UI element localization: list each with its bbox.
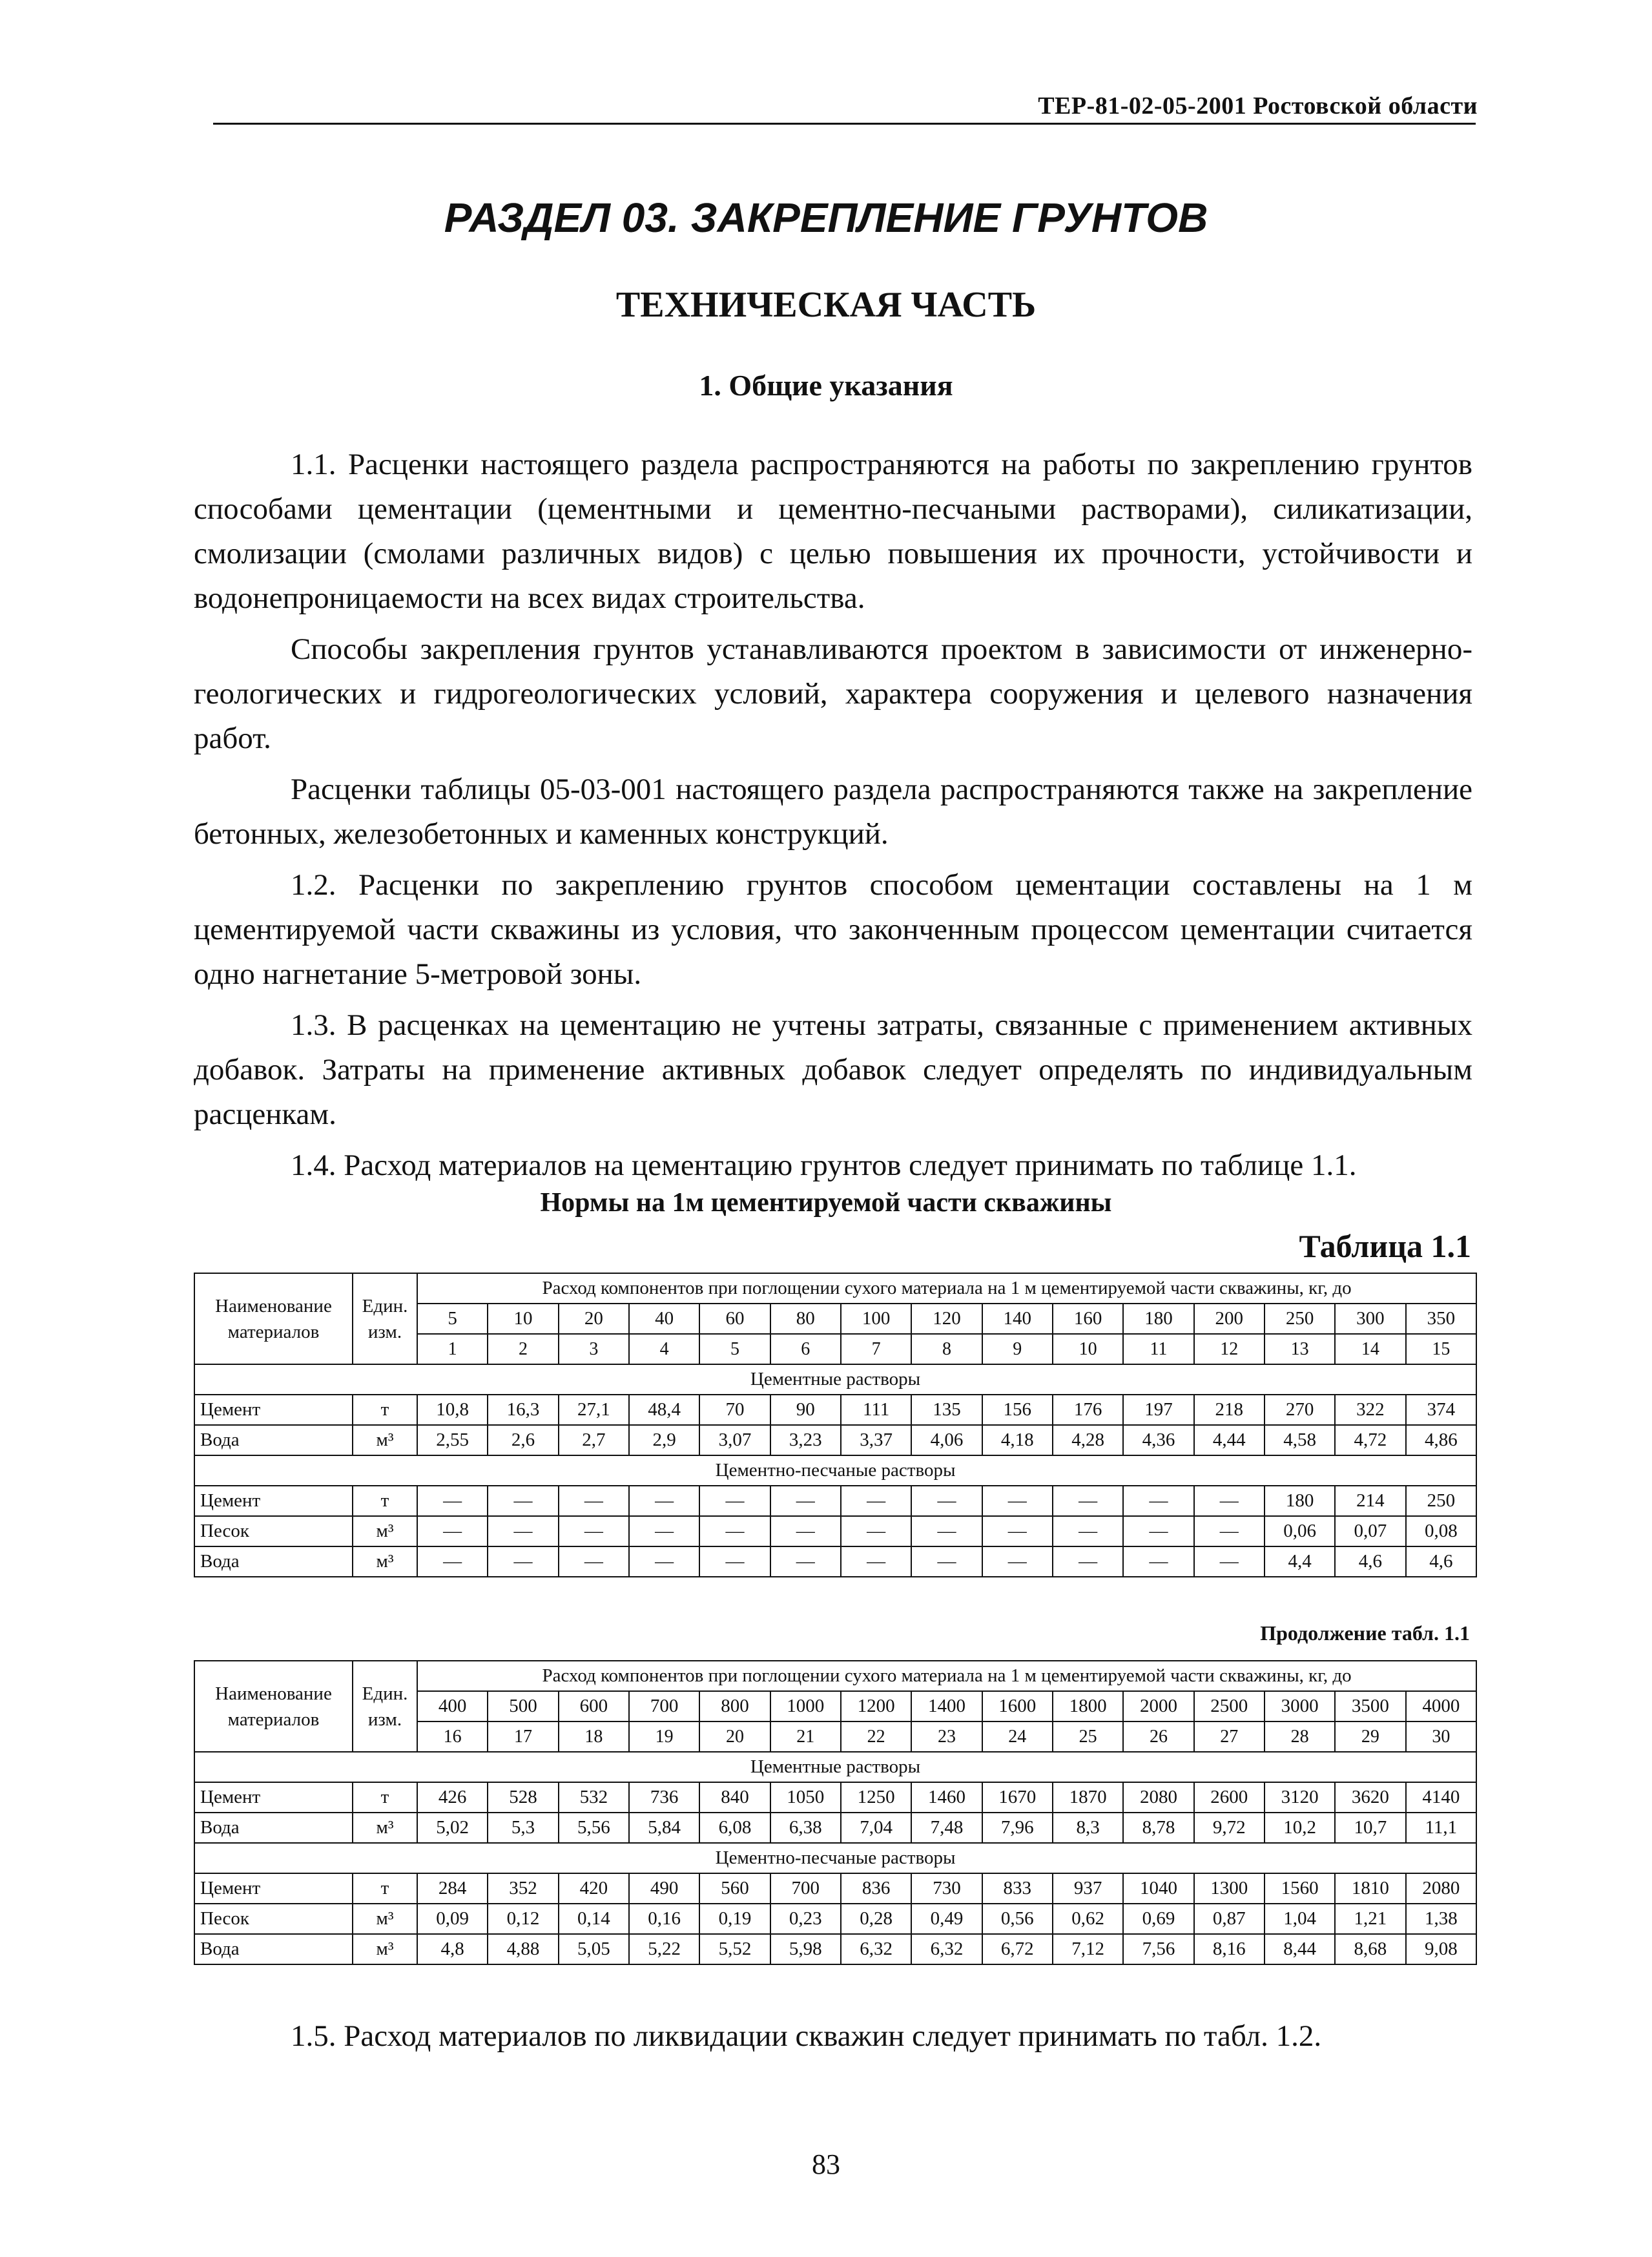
table-cell: —	[699, 1546, 770, 1577]
norms-table-1	[194, 1273, 1477, 1577]
table-cell: 6,32	[911, 1934, 982, 1964]
header-unit: Един. изм.	[353, 1661, 417, 1752]
table-cell: 833	[982, 1873, 1053, 1904]
table-cell: 528	[488, 1782, 558, 1813]
table-cell: —	[982, 1516, 1053, 1546]
table-cell: —	[911, 1546, 982, 1577]
absorption-value: 4000	[1406, 1691, 1476, 1721]
absorption-value: 2500	[1194, 1691, 1265, 1721]
table-cell: 532	[559, 1782, 629, 1813]
table-cell: 352	[488, 1873, 558, 1904]
table-cell: —	[1053, 1516, 1123, 1546]
material-unit: т	[353, 1873, 417, 1904]
footer-paragraph: 1.5. Расход материалов по ликвидации скважин следует принимать по табл. 1.2.	[291, 2019, 1322, 2053]
absorption-value: 80	[770, 1304, 841, 1334]
absorption-value: 700	[629, 1691, 699, 1721]
table-cell: —	[1123, 1546, 1193, 1577]
header-material-name: Наименование материалов	[194, 1661, 353, 1752]
absorption-value: 600	[559, 1691, 629, 1721]
paragraph: 1.1. Расценки настоящего раздела распространяются на работы по закреплению грунтов способами цементации (цементными и цементно-песчаными растворами), силикатизации, смолизации (смолами различных видов) с целью повышения их прочности, устойчивости и водонепроницаемости на всех видах строительства.	[194, 448, 1472, 615]
column-index: 30	[1406, 1721, 1476, 1752]
table-cell: 1460	[911, 1782, 982, 1813]
absorption-value: 1600	[982, 1691, 1053, 1721]
table-cell: 1870	[1053, 1782, 1123, 1813]
part-title: ТЕХНИЧЕСКАЯ ЧАСТЬ	[615, 285, 1037, 325]
column-index: 7	[841, 1334, 911, 1364]
section-title: РАЗДЕЛ 03. ЗАКРЕПЛЕНИЕ ГРУНТОВ	[444, 194, 1208, 241]
table-cell: —	[1053, 1486, 1123, 1516]
material-unit: м³	[353, 1934, 417, 1964]
table-cell: 90	[770, 1395, 841, 1425]
table-cell: —	[629, 1516, 699, 1546]
table-cell: 560	[699, 1873, 770, 1904]
table-cell: 2080	[1406, 1873, 1476, 1904]
table-cell: 284	[417, 1873, 488, 1904]
column-index: 11	[1123, 1334, 1193, 1364]
table-cell: 4,4	[1265, 1546, 1335, 1577]
table-cell: 4,6	[1406, 1546, 1476, 1577]
material-name: Цемент	[194, 1782, 353, 1813]
table-row	[194, 1425, 1476, 1455]
table-cell: —	[982, 1546, 1053, 1577]
table-cell: 7,56	[1123, 1934, 1193, 1964]
table-cell: 7,96	[982, 1813, 1053, 1843]
table-cell: 1300	[1194, 1873, 1265, 1904]
table-header-row	[194, 1273, 1476, 1304]
column-index: 6	[770, 1334, 841, 1364]
column-index: 10	[1053, 1334, 1123, 1364]
table-cell: 270	[1265, 1395, 1335, 1425]
table-cell: 6,32	[841, 1934, 911, 1964]
table-cell: —	[1194, 1546, 1265, 1577]
table-cell: —	[1194, 1486, 1265, 1516]
table-cell: —	[911, 1486, 982, 1516]
table-cell: 5,98	[770, 1934, 841, 1964]
absorption-value: 60	[699, 1304, 770, 1334]
table-cell: 2600	[1194, 1782, 1265, 1813]
column-index: 26	[1123, 1721, 1193, 1752]
table-cell: 3120	[1265, 1782, 1335, 1813]
absorption-value: 120	[911, 1304, 982, 1334]
absorption-value: 180	[1123, 1304, 1193, 1334]
absorption-value: 1000	[770, 1691, 841, 1721]
table-row	[194, 1934, 1476, 1964]
column-index: 13	[1265, 1334, 1335, 1364]
table-cell: 2,6	[488, 1425, 558, 1455]
table-cell: 5,02	[417, 1813, 488, 1843]
group-label: Цементно-песчаные растворы	[194, 1843, 1476, 1873]
table-cell: 700	[770, 1873, 841, 1904]
column-index: 8	[911, 1334, 982, 1364]
absorption-value: 350	[1406, 1304, 1476, 1334]
table-cell: —	[770, 1516, 841, 1546]
table-cell: 3620	[1335, 1782, 1405, 1813]
body-text	[194, 442, 1472, 1194]
table-header-row	[194, 1661, 1476, 1691]
table-cell: 4,36	[1123, 1425, 1193, 1455]
norms-title: Нормы на 1м цементируемой части скважины	[540, 1188, 1112, 1218]
table-cell: 180	[1265, 1486, 1335, 1516]
column-index: 2	[488, 1334, 558, 1364]
table-cell: 736	[629, 1782, 699, 1813]
table-cell: 0,19	[699, 1904, 770, 1934]
material-name: Песок	[194, 1516, 353, 1546]
table-cell: 156	[982, 1395, 1053, 1425]
table-cell: 4,18	[982, 1425, 1053, 1455]
table-cell: 4,6	[1335, 1546, 1405, 1577]
table-cell: —	[1123, 1486, 1193, 1516]
absorption-value: 100	[841, 1304, 911, 1334]
table-cell: 8,3	[1053, 1813, 1123, 1843]
table-cell: —	[417, 1546, 488, 1577]
header-consumption: Расход компонентов при поглощении сухого материала на 1 м цементируемой части скважины, кг, до	[417, 1273, 1476, 1304]
column-index: 29	[1335, 1721, 1405, 1752]
norms-table-2	[194, 1660, 1477, 1965]
table-cell: 1670	[982, 1782, 1053, 1813]
table-cell: —	[488, 1546, 558, 1577]
table-cell: 0,62	[1053, 1904, 1123, 1934]
table-cell: 16,3	[488, 1395, 558, 1425]
column-index: 1	[417, 1334, 488, 1364]
table-cell: 0,12	[488, 1904, 558, 1934]
header-rule	[213, 123, 1476, 125]
table-cell: 1560	[1265, 1873, 1335, 1904]
table-cell: 730	[911, 1873, 982, 1904]
table-row	[194, 1904, 1476, 1934]
table-cell: 0,14	[559, 1904, 629, 1934]
table-cell: —	[1123, 1516, 1193, 1546]
column-index: 19	[629, 1721, 699, 1752]
table-cell: 4,86	[1406, 1425, 1476, 1455]
table-label: Таблица 1.1	[1299, 1228, 1471, 1264]
material-name: Вода	[194, 1813, 353, 1843]
table-cell: 0,09	[417, 1904, 488, 1934]
table-cell: —	[1053, 1546, 1123, 1577]
column-index: 23	[911, 1721, 982, 1752]
table-cell: 6,38	[770, 1813, 841, 1843]
material-unit: м³	[353, 1516, 417, 1546]
absorption-value: 1400	[911, 1691, 982, 1721]
absorption-value: 40	[629, 1304, 699, 1334]
table-cell: —	[417, 1486, 488, 1516]
column-index: 16	[417, 1721, 488, 1752]
table-cell: 5,22	[629, 1934, 699, 1964]
table-cell: 6,08	[699, 1813, 770, 1843]
material-unit: т	[353, 1395, 417, 1425]
table-cell: 8,68	[1335, 1934, 1405, 1964]
material-unit: т	[353, 1486, 417, 1516]
table-cell: 937	[1053, 1873, 1123, 1904]
continuation-label: Продолжение табл. 1.1	[1260, 1621, 1470, 1645]
table-cell: 0,08	[1406, 1516, 1476, 1546]
table-cell: —	[841, 1486, 911, 1516]
table-cell: 5,3	[488, 1813, 558, 1843]
table-cell: 836	[841, 1873, 911, 1904]
absorption-value: 3500	[1335, 1691, 1405, 1721]
table-cell: 8,44	[1265, 1934, 1335, 1964]
header-material-name: Наименование материалов	[194, 1273, 353, 1364]
paragraph: 1.4. Расход материалов на цементацию грунтов следует принимать по таблице 1.1.	[291, 1149, 1357, 1182]
paragraph: 1.3. В расценках на цементацию не учтены затраты, связанные с применением активных добавок. Затраты на применение активных добавок следует определять по индивидуальным расценкам.	[194, 1008, 1472, 1131]
group-row	[194, 1843, 1476, 1873]
absorption-value: 400	[417, 1691, 488, 1721]
table-cell: 70	[699, 1395, 770, 1425]
table-cell: 10,8	[417, 1395, 488, 1425]
group-row	[194, 1455, 1476, 1486]
table-cell: 2080	[1123, 1782, 1193, 1813]
material-name: Цемент	[194, 1395, 353, 1425]
table-cell: 1,21	[1335, 1904, 1405, 1934]
header-consumption: Расход компонентов при поглощении сухого материала на 1 м цементируемой части скважины, кг, до	[417, 1661, 1476, 1691]
table-cell: 4,44	[1194, 1425, 1265, 1455]
column-index: 17	[488, 1721, 558, 1752]
column-index: 25	[1053, 1721, 1123, 1752]
table-cell: 250	[1406, 1486, 1476, 1516]
material-name: Вода	[194, 1425, 353, 1455]
table-cell: 9,08	[1406, 1934, 1476, 1964]
table-cell: 1050	[770, 1782, 841, 1813]
absorption-value: 250	[1265, 1304, 1335, 1334]
table-cell: —	[417, 1516, 488, 1546]
table-cell: —	[1194, 1516, 1265, 1546]
group-label: Цементно-песчаные растворы	[194, 1455, 1476, 1486]
table-cell: 374	[1406, 1395, 1476, 1425]
absorption-value: 10	[488, 1304, 558, 1334]
table-row	[194, 1486, 1476, 1516]
table-cell: 0,07	[1335, 1516, 1405, 1546]
table-row	[194, 1873, 1476, 1904]
table-cell: —	[982, 1486, 1053, 1516]
column-index: 14	[1335, 1334, 1405, 1364]
table-cell: 0,23	[770, 1904, 841, 1934]
table-cell: 1250	[841, 1782, 911, 1813]
material-unit: м³	[353, 1813, 417, 1843]
column-index: 27	[1194, 1721, 1265, 1752]
absorption-value: 140	[982, 1304, 1053, 1334]
table-cell: 0,06	[1265, 1516, 1335, 1546]
table-cell: 10,7	[1335, 1813, 1405, 1843]
material-name: Песок	[194, 1904, 353, 1934]
table-cell: 4,28	[1053, 1425, 1123, 1455]
table-cell: 9,72	[1194, 1813, 1265, 1843]
table-cell: 322	[1335, 1395, 1405, 1425]
table-row	[194, 1395, 1476, 1425]
document-reference: ТЕР-81-02-05-2001 Ростовской области	[1038, 92, 1478, 120]
material-name: Вода	[194, 1934, 353, 1964]
column-index: 5	[699, 1334, 770, 1364]
material-unit: м³	[353, 1546, 417, 1577]
table-cell: —	[841, 1546, 911, 1577]
table-cell: 5,52	[699, 1934, 770, 1964]
table-cell: 5,84	[629, 1813, 699, 1843]
table-cell: 6,72	[982, 1934, 1053, 1964]
absorption-value: 1800	[1053, 1691, 1123, 1721]
paragraph: 1.2. Расценки по закреплению грунтов способом цементации составлены на 1 м цементируемой части скважины из условия, что законченным процессом цементации считается одно нагнетание 5-метровой зоны.	[194, 868, 1472, 991]
table-cell: —	[629, 1486, 699, 1516]
table-cell: —	[488, 1486, 558, 1516]
absorption-value: 3000	[1265, 1691, 1335, 1721]
group-label: Цементные растворы	[194, 1364, 1476, 1395]
page-number: 83	[812, 2148, 840, 2180]
table-cell: 218	[1194, 1395, 1265, 1425]
table-cell: 1040	[1123, 1873, 1193, 1904]
table-cell: 10,2	[1265, 1813, 1335, 1843]
column-index: 24	[982, 1721, 1053, 1752]
table-cell: —	[770, 1546, 841, 1577]
table-cell: 490	[629, 1873, 699, 1904]
table-cell: —	[559, 1516, 629, 1546]
table-cell: 0,28	[841, 1904, 911, 1934]
group-row	[194, 1752, 1476, 1782]
table-cell: —	[911, 1516, 982, 1546]
column-index: 20	[699, 1721, 770, 1752]
material-name: Цемент	[194, 1486, 353, 1516]
table-cell: 2,9	[629, 1425, 699, 1455]
table-cell: —	[699, 1486, 770, 1516]
table-cell: 1,04	[1265, 1904, 1335, 1934]
group-row	[194, 1364, 1476, 1395]
table-cell: 426	[417, 1782, 488, 1813]
absorption-value: 160	[1053, 1304, 1123, 1334]
table-cell: 214	[1335, 1486, 1405, 1516]
table-cell: 11,1	[1406, 1813, 1476, 1843]
table-cell: 3,37	[841, 1425, 911, 1455]
paragraph: Способы закрепления грунтов устанавливаются проектом в зависимости от инженерно-геологических и гидрогеологических условий, характера сооружения и целевого назначения работ.	[194, 632, 1472, 755]
table-cell: 111	[841, 1395, 911, 1425]
table-cell: 135	[911, 1395, 982, 1425]
header-unit: Един. изм.	[353, 1273, 417, 1364]
table-cell: 7,12	[1053, 1934, 1123, 1964]
column-index: 28	[1265, 1721, 1335, 1752]
table-cell: 5,05	[559, 1934, 629, 1964]
material-unit: т	[353, 1782, 417, 1813]
table-row	[194, 1782, 1476, 1813]
absorption-value: 1200	[841, 1691, 911, 1721]
column-index: 12	[1194, 1334, 1265, 1364]
table-cell: 0,16	[629, 1904, 699, 1934]
table-cell: 0,69	[1123, 1904, 1193, 1934]
table-cell: —	[699, 1516, 770, 1546]
paragraph: Расценки таблицы 05-03-001 настоящего раздела распространяются также на закрепление бетонных, железобетонных и каменных конструкций.	[194, 773, 1472, 851]
table-cell: 840	[699, 1782, 770, 1813]
table-cell: 7,48	[911, 1813, 982, 1843]
absorption-value: 300	[1335, 1304, 1405, 1334]
table-cell: 8,78	[1123, 1813, 1193, 1843]
table-cell: 4,8	[417, 1934, 488, 1964]
absorption-value: 500	[488, 1691, 558, 1721]
absorption-value: 800	[699, 1691, 770, 1721]
table-cell: —	[770, 1486, 841, 1516]
table-row	[194, 1546, 1476, 1577]
absorption-value: 20	[559, 1304, 629, 1334]
table-cell: 0,49	[911, 1904, 982, 1934]
table-cell: —	[629, 1546, 699, 1577]
table-cell: 0,87	[1194, 1904, 1265, 1934]
table-cell: 8,16	[1194, 1934, 1265, 1964]
absorption-value: 2000	[1123, 1691, 1193, 1721]
column-index: 18	[559, 1721, 629, 1752]
table-cell: 4,88	[488, 1934, 558, 1964]
table-cell: —	[559, 1486, 629, 1516]
material-name: Цемент	[194, 1873, 353, 1904]
table-cell: 3,23	[770, 1425, 841, 1455]
table-cell: 1,38	[1406, 1904, 1476, 1934]
table-cell: 4,58	[1265, 1425, 1335, 1455]
group-label: Цементные растворы	[194, 1752, 1476, 1782]
column-index: 3	[559, 1334, 629, 1364]
material-unit: м³	[353, 1904, 417, 1934]
table-row	[194, 1813, 1476, 1843]
table-row	[194, 1516, 1476, 1546]
table-cell: 0,56	[982, 1904, 1053, 1934]
absorption-value: 5	[417, 1304, 488, 1334]
material-name: Вода	[194, 1546, 353, 1577]
table-cell: 2,7	[559, 1425, 629, 1455]
table-cell: 4,72	[1335, 1425, 1405, 1455]
column-index: 4	[629, 1334, 699, 1364]
table-cell: 420	[559, 1873, 629, 1904]
table-cell: 3,07	[699, 1425, 770, 1455]
column-index: 9	[982, 1334, 1053, 1364]
table-cell: —	[559, 1546, 629, 1577]
column-index: 15	[1406, 1334, 1476, 1364]
table-cell: 5,56	[559, 1813, 629, 1843]
column-index: 21	[770, 1721, 841, 1752]
table-cell: —	[488, 1516, 558, 1546]
absorption-value: 200	[1194, 1304, 1265, 1334]
table-cell: 1810	[1335, 1873, 1405, 1904]
table-cell: 7,04	[841, 1813, 911, 1843]
table-cell: 27,1	[559, 1395, 629, 1425]
table-cell: 2,55	[417, 1425, 488, 1455]
table-cell: 176	[1053, 1395, 1123, 1425]
table-cell: 4,06	[911, 1425, 982, 1455]
material-unit: м³	[353, 1425, 417, 1455]
table-cell: 48,4	[629, 1395, 699, 1425]
table-cell: —	[841, 1516, 911, 1546]
table-cell: 4140	[1406, 1782, 1476, 1813]
column-index: 22	[841, 1721, 911, 1752]
sub-title: 1. Общие указания	[699, 369, 953, 402]
table-cell: 197	[1123, 1395, 1193, 1425]
